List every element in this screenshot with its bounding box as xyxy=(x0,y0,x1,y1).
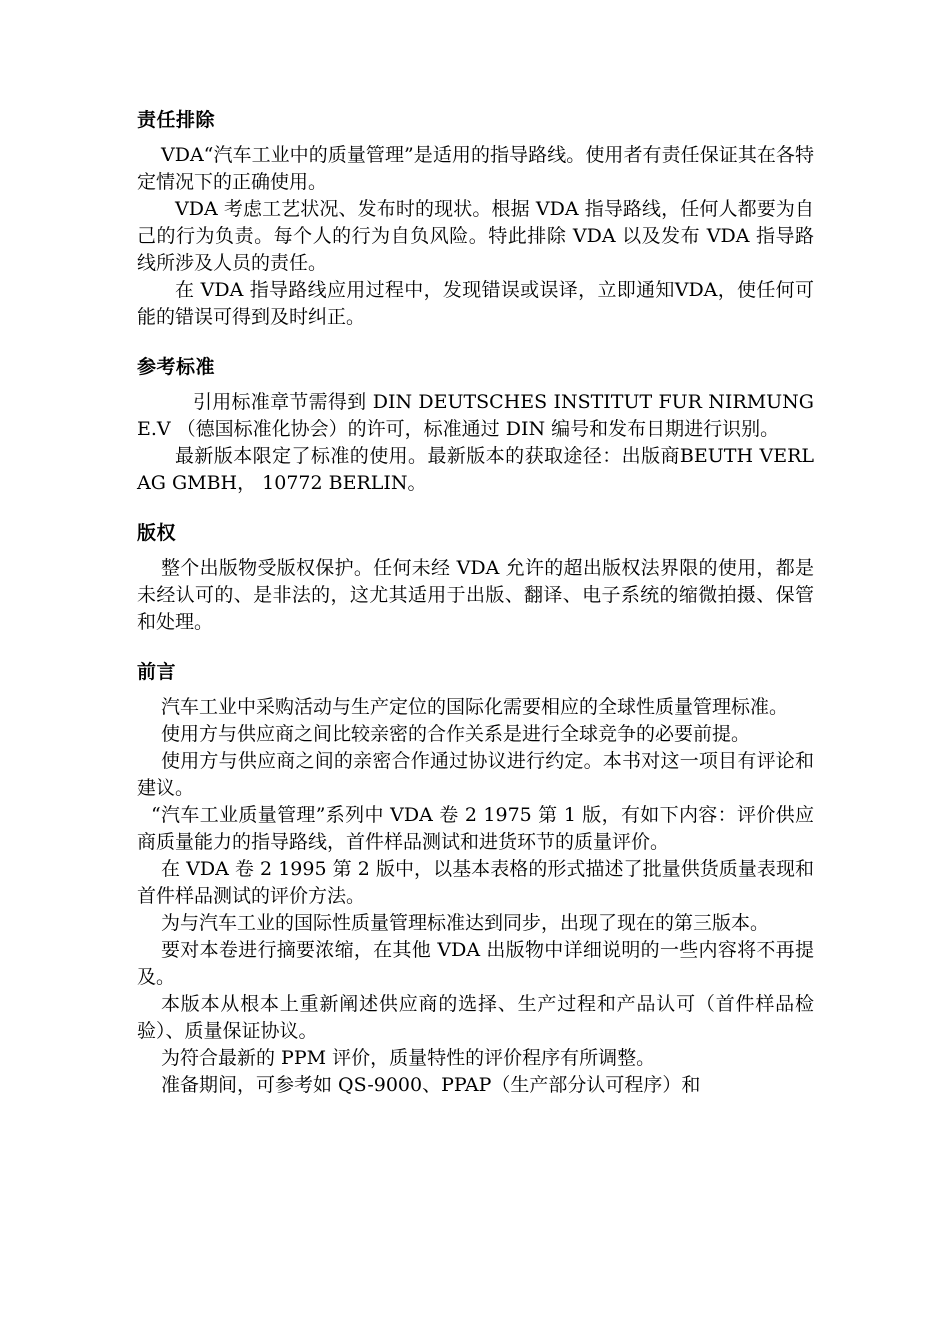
document-page xyxy=(137,108,814,1123)
section-heading: 前言 xyxy=(137,661,177,683)
section-disclaimer xyxy=(137,108,814,331)
section-preface xyxy=(137,660,814,1099)
paragraph: 汽车工业中采购活动与生产定位的国际化需要相应的全球性质量管理标准。 xyxy=(161,696,789,718)
paragraph: VDA“汽车工业中的质量管理”是适用的指导路线。使用者有责任保证其在各特定情况下的正确使用。 xyxy=(137,144,814,193)
paragraph: 整个出版物受版权保护。任何未经 VDA 允许的超出版权法界限的使用，都是未经认可的、是非法的，这尤其适用于出版、翻译、电子系统的缩微拍摄、保管和处理。 xyxy=(137,557,814,633)
paragraph: 在 VDA 卷 2 1995 第 2 版中，以基本表格的形式描述了批量供货质量表现和首件样品测试的评价方法。 xyxy=(137,858,814,907)
paragraph: 准备期间，可参考如 QS-9000、PPAP（生产部分认可程序）和 xyxy=(161,1074,701,1096)
paragraph: “汽车工业质量管理”系列中 VDA 卷 2 1975 第 1 版，有如下内容：评价供应商质量能力的指导路线，首件样品测试和进货环节的质量评价。 xyxy=(137,804,814,853)
section-heading: 版权 xyxy=(137,522,177,544)
paragraph: 最新版本限定了标准的使用。最新版本的获取途径：出版商BEUTH VERLAG GMBH， 10772 BERLIN。 xyxy=(137,445,814,494)
section-copyright xyxy=(137,521,814,636)
paragraph: 为符合最新的 PPM 评价，质量特性的评价程序有所调整。 xyxy=(161,1047,656,1069)
paragraph: 要对本卷进行摘要浓缩，在其他 VDA 出版物中详细说明的一些内容将不再提及。 xyxy=(137,939,814,988)
paragraph: 使用方与供应商之间的亲密合作通过协议进行约定。本书对这一项目有评论和建议。 xyxy=(137,750,814,799)
paragraph: 为与汽车工业的国际性质量管理标准达到同步，出现了现在的第三版本。 xyxy=(161,912,770,934)
paragraph: VDA 考虑工艺状况、发布时的现状。根据 VDA 指导路线，任何人都要为自己的行为负责。每个人的行为自负风险。特此排除 VDA 以及发布 VDA 指导路线所涉及人员的责任。 xyxy=(137,198,814,274)
section-heading: 参考标准 xyxy=(137,356,216,378)
paragraph: 使用方与供应商之间比较亲密的合作关系是进行全球竞争的必要前提。 xyxy=(161,723,751,745)
paragraph: 本版本从根本上重新阐述供应商的选择、生产过程和产品认可（首件样品检验）、质量保证协议。 xyxy=(137,993,814,1042)
section-reference-standards xyxy=(137,355,814,497)
section-heading: 责任排除 xyxy=(137,109,216,131)
paragraph: 引用标准章节需得到 DIN DEUTSCHES INSTITUT FUR NIRMUNGE.V （德国标准化协会）的许可，标准通过 DIN 编号和发布日期进行识别。 xyxy=(137,391,814,440)
paragraph: 在 VDA 指导路线应用过程中，发现错误或误译，立即通知VDA，使任何可能的错误可得到及时纠正。 xyxy=(137,279,814,328)
